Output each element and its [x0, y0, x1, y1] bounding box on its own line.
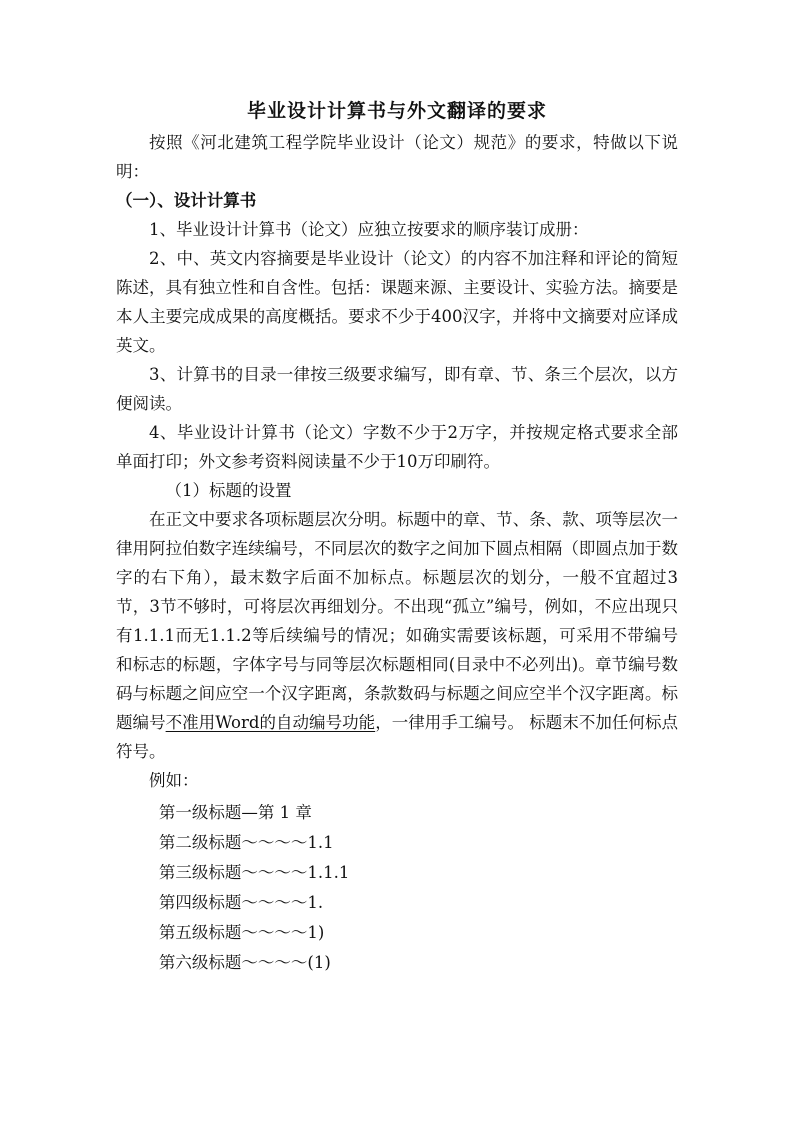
example-level-3: 第三级标题～～～～1.1.1	[158, 863, 350, 882]
title-rules-text-part2: ，一律用手工编号。 标题末不加任何标点符号。	[116, 713, 679, 761]
subsection-heading-title-setup: （1）标题的设置	[165, 481, 292, 500]
requirement-item-4: 4、毕业设计计算书（论文）字数不少于2万字，并按规定格式要求全部单面打印；外文参考资料阅读量不少于10万印刷符。	[116, 423, 678, 471]
requirement-item-2: 2、中、英文内容摘要是毕业设计（论文）的内容不加注释和评论的简短陈述，具有独立性和自含性。包括：课题来源、主要设计、实验方法。摘要是本人主要完成成果的高度概括。要求不少于400汉字，并将中文摘要对应译成英文。	[116, 249, 678, 355]
example-intro: 例如：	[149, 771, 199, 790]
requirement-item-1: 1、毕业设计计算书（论文）应独立按要求的顺序装订成册：	[149, 220, 589, 239]
example-level-5: 第五级标题～～～～1)	[158, 923, 325, 942]
document-body	[116, 96, 678, 978]
heading-level-examples	[116, 798, 678, 978]
title-rules-text-part1: 在正文中要求各项标题层次分明。标题中的章、节、条、款、项等层次一律用阿拉伯数字连续编号，不同层次的数字之间加下圆点相隔（即圆点加于数字的右下角），最末数字后面不加标点。标题层次的划分，一般不宜超过3节，3节不够时，可将层次再细划分。不出现“孤立”编号，例如，不应出现只有1.1.1而无1.1.2等后续编号的情况；如确实需要该标题，可采用不带编号和标志的标题，字体字号与同等层次标题相同(目录中不必列出)。章节编号数码与标题之间应空一个汉字距离，条款数码与标题之间应空半个汉字距离。标题编号	[116, 510, 678, 732]
section-heading-design-calc: （一）、设计计算书	[116, 191, 257, 210]
example-level-1: 第一级标题—第 1 章	[158, 803, 312, 822]
requirement-item-3: 3、计算书的目录一律按三级要求编写，即有章、节、条三个层次，以方便阅读。	[116, 365, 678, 413]
title-rules-underlined-text: 不准用Word的自动编号功能	[165, 713, 376, 732]
page-title: 毕业设计计算书与外文翻译的要求	[246, 100, 547, 122]
example-level-6: 第六级标题～～～～(1)	[158, 953, 331, 972]
title-rules-paragraph	[116, 505, 678, 766]
intro-paragraph: 按照《河北建筑工程学院毕业设计（论文）规范》的要求，特做以下说明：	[116, 133, 678, 181]
example-level-4: 第四级标题～～～～1.	[158, 893, 324, 912]
example-level-2: 第二级标题～～～～1.1	[158, 833, 334, 852]
